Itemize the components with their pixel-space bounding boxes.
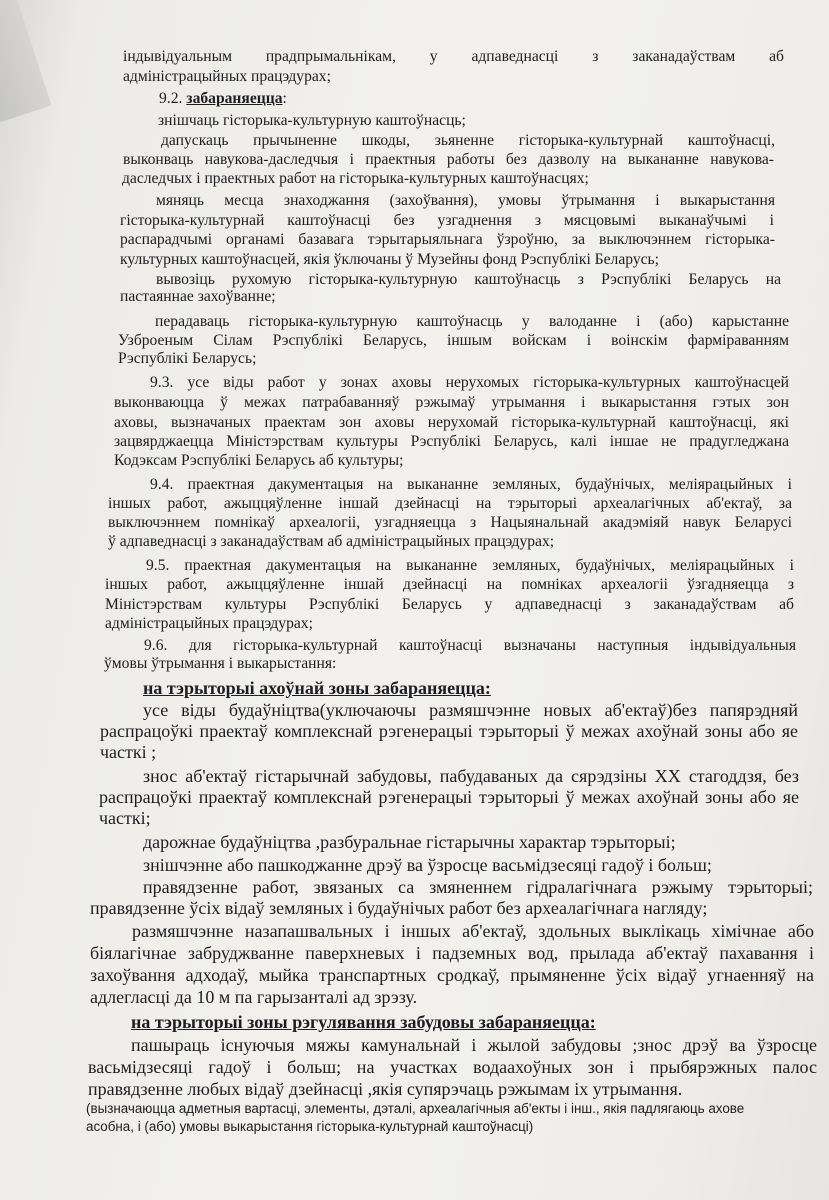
text-line: правядзенне ўсіх відаў земляных і будаўнічых работ без археалагічнага нагляду; xyxy=(90,898,708,918)
text-line: знішчаць гісторыка-культурную каштоўнасць; xyxy=(158,112,466,129)
text-line: распрацоўкі праектаў комплекснай рэгенерацыі тэрыторыі ў межах ахоўнай зоны або яе xyxy=(100,721,798,741)
text-line: выключэннем помнікаў археалогіі, узгадняецца з Нацыянальнай акадэміяй навук Беларусі xyxy=(108,514,792,531)
text-line: аховы, вызначаных праектам зон аховы нерухомай гісторыка-культурнай каштоўнасці, які xyxy=(114,414,789,431)
text-line: Міністэрствам культуры Рэспублікі Беларусь у адпаведнасці з заканадаўствам аб xyxy=(105,596,794,613)
text-line: адміністрацыйных працэдурах; xyxy=(123,68,331,85)
text-line: даследчых і праектных работ на гісторыка-культурных каштоўнасцях; xyxy=(122,170,589,187)
text-line: адлегласці да 10 м па гарызанталі ад зрэзу. xyxy=(90,987,418,1007)
footnote-line: асобна, і (або) умовы выкарыстання гісторыка-культурнай каштоўнасці) xyxy=(86,1119,534,1134)
text-line: зацвярджаецца Міністэрствам культуры Рэспублікі Беларусь, калі іншае не прадугледжана xyxy=(114,433,789,450)
text-line: 9.6. для гісторыка-культурнай каштоўнасці вызначаны наступныя індывідуальныя xyxy=(144,637,796,654)
text-line: біялагічнае забруджванне паверхневых і падземных вод, прылада аб'ектаў пахавання і xyxy=(90,943,814,963)
text-line: усе віды будаўніцтва(уключаючы размяшчэнне новых аб'ектаў)без папярэдняй xyxy=(143,700,798,720)
text-line: перадаваць гісторыка-культурную каштоўнасць у валоданне і (або) карыстанне xyxy=(155,313,789,330)
text-line: 9.2. xyxy=(159,90,187,107)
text-line: распрацоўкі праектаў комплекснай рэгенерацыі тэрыторыі ў межах ахоўнай зоны або яе xyxy=(99,787,799,807)
text-line: Рэспублікі Беларусь; xyxy=(118,350,257,367)
text-line: правядзенне работ, звязаных са змяненнем гідралагічнага рэжыму тэрыторыі; xyxy=(143,877,813,897)
text-line: індывідуальным прадпрымальнікам, у адпаведнасці з заканадаўствам аб xyxy=(123,48,784,65)
text-line: васьмідзесяці гадоў і больш; на участках водаахоўных зон і прыбярэжных палос xyxy=(88,1057,817,1077)
underlined-heading: забараняецца xyxy=(186,90,283,107)
text-line: выконваюцца ў межах патрабаванняў рэжымаў утрымання і выкарыстання гэтых зон xyxy=(114,394,789,411)
protected-zone-heading: на тэрыторыі ахоўнай зоны забараняецца: xyxy=(143,678,491,698)
text-line: пастаяннае захоўванне; xyxy=(120,288,276,305)
text-line: пашыраць існуючыя мяжы камунальнай і жылой забудовы ;знос дрэў ва ўзросце xyxy=(131,1035,817,1055)
text-line: 9.3. усе віды работ у зонах аховы нерухомых гісторыка-культурных каштоўнасцей xyxy=(150,374,789,391)
text-line: 9.5. праектная дакументацыя на выкананне земляных, будаўнічых, меліярацыйных і xyxy=(146,557,794,574)
text-line: правядзенне любых відаў дзейнасці ,якія супярэчаць рэжымам іх утрымання. xyxy=(88,1079,683,1099)
section-9-2 xyxy=(159,90,287,108)
text-line: захоўвання адходаў, мыйка транспартных сродкаў, прымяненне ўсіх відаў угнаенняў на xyxy=(90,965,814,985)
text-line: іншых работ, ажыццяўленне іншай дзейнасці на помніках археалогіі ўзгадняецца з xyxy=(105,576,794,593)
text-line: часткі ; xyxy=(100,742,157,762)
text-line: ўмовы ўтрымання і выкарыстання: xyxy=(104,655,337,672)
text-line: дарожнае будаўніцтва ,разбуральнае гістарычны характар тэрыторыі; xyxy=(143,832,676,852)
text-line: 9.4. праектная дакументацыя на выкананне земляных, будаўнічых, меліярацыйных і xyxy=(150,476,792,493)
text-line: размяшчэнне назапашвальных і іншых аб'ектаў, здольных выклікаць хімічнае або xyxy=(132,921,814,941)
text-line: мяняць месца знаходжання (захоўвання), умовы ўтрымання і выкарыстання xyxy=(156,192,775,209)
text-line: : xyxy=(282,90,287,107)
text-line: вывозіць рухомую гісторыка-культурную каштоўнасць з Рэспублікі Беларусь на xyxy=(156,271,781,288)
footnote-line: (вызначаюцца адметныя вартасці, элементы, дэталі, археалагічныя аб'екты і інш., якія падлягаюць ахове xyxy=(86,1101,745,1116)
text-line: культурных каштоўнасцей, якія ўключаны ў Музейны фонд Рэспублікі Беларусь; xyxy=(120,251,660,268)
regulation-zone-heading: на тэрыторыі зоны рэгулявання забудовы забараняецца: xyxy=(131,1012,596,1032)
text-line: іншых работ, ажыццяўленне іншай дзейнасці на тэрыторыі археалагічных аб'ектаў, за xyxy=(108,495,792,512)
text-line: знішчэнне або пашкоджанне дрэў ва ўзросце васьмідзесяці гадоў і больш; xyxy=(143,855,712,875)
text-line: ў адпаведнасці з заканадаўствам аб адміністрацыйных працэдурах; xyxy=(108,533,555,550)
text-line: гісторыка-культурнай каштоўнасці без узгаднення з мясцовымі выканаўчымі і xyxy=(120,212,774,229)
text-line: знос аб'ектаў гістарычнай забудовы, пабудаваных да сярэдзіны XX стагоддзя, без xyxy=(143,766,799,786)
text-line: Кодэксам Рэспублікі Беларусь аб культуры; xyxy=(114,452,404,469)
text-line: адміністрацыйных працэдурах; xyxy=(105,615,313,632)
text-line: дапускаць прычыненне шкоды, зьяненне гісторыка-культурнай каштоўнасці, xyxy=(161,132,775,149)
text-line: часткі; xyxy=(99,808,151,828)
text-line: Узброеным Сілам Рэспублікі Беларусь, іншым войскам і воінскім фарміраванням xyxy=(118,332,789,349)
text-line: выконваць навукова-даследчыя і праектныя работы без дазволу на выкананне навукова- xyxy=(123,151,774,168)
text-line: распарадчымі органамі базавага тэрытарыяльнага ўзроўню, за выключэннем гісторыка- xyxy=(120,231,775,248)
